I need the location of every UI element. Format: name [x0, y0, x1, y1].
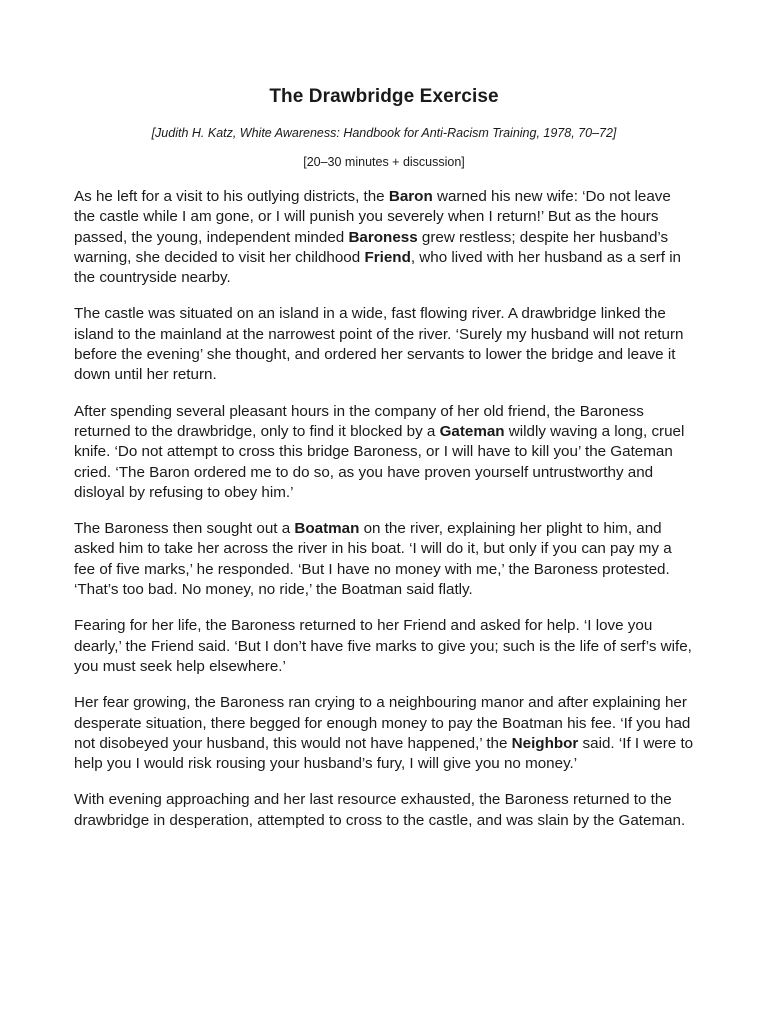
- paragraph-text: As he left for a visit to his outlying districts, the: [74, 188, 389, 205]
- character-name: Gateman: [439, 422, 505, 440]
- paragraph-text: After spending several pleasant hours in the company of her old friend, the Baroness returned to the drawbridge, only to find it blocked by a: [74, 402, 644, 440]
- paragraph-text: Fearing for her life, the Baroness returned to her Friend and asked for help. ‘I love you dearly,’ the Friend said. ‘But I don’t have five marks to give you; such is the life of serf’s wife, you must seek help elsewhere.’: [74, 617, 692, 675]
- story-paragraph: [74, 693, 694, 774]
- story-paragraph: [74, 616, 694, 677]
- paragraph-text: The castle was situated on an island in a wide, fast flowing river. A drawbridge linked the island to the mainland at the narrowest point of the river. ‘Surely my husband will not return before the evening’ she thought, and ordered her servants to lower the bridge and leave it down until her return.: [74, 305, 684, 384]
- character-name: Boatman: [294, 520, 360, 538]
- paragraph-text: grew restless; despite her husband’s warning, she decided to visit her childhood: [74, 228, 669, 266]
- character-name: Neighbor: [511, 734, 579, 752]
- paragraph-text: The Baroness then sought out a: [74, 520, 295, 538]
- story-body: [74, 187, 694, 831]
- paragraph-text: said. ‘If I were to help you I would risk rousing your husband’s fury, I will give you no money.’: [74, 734, 694, 773]
- story-paragraph: [74, 790, 694, 831]
- character-name: Baroness: [348, 228, 418, 246]
- story-paragraph: [74, 187, 694, 288]
- character-name: Baron: [388, 188, 433, 205]
- exercise-duration: [20–30 minutes + discussion]: [303, 155, 465, 169]
- story-paragraph: [74, 519, 694, 600]
- paragraph-text: With evening approaching and her last resource exhausted, the Baroness returned to the drawbridge in desperation, attempted to cross to the castle, and was slain by the Gateman.: [74, 791, 686, 829]
- story-paragraph: [74, 402, 694, 503]
- story-paragraph: [74, 304, 694, 385]
- paragraph-text: , who lived with her husband as a serf in the countryside nearby.: [74, 248, 682, 287]
- paragraph-text: wildly waving a long, cruel knife. ‘Do not attempt to cross this bridge Baroness, or I will have to kill you’ the Gateman cried. ‘The Baron ordered me to do so, as you have proven yourself untrustworthy and disloyal by refusing to obey him.’: [74, 422, 685, 501]
- paragraph-text: Her fear growing, the Baroness ran crying to a neighbouring manor and after explaining her desperate situation, there begged for enough money to pay the Boatman his fee. ‘If you had not disobeyed your husband, this would not have happened,’ the: [74, 694, 691, 752]
- document-title: The Drawbridge Exercise: [269, 86, 499, 107]
- paragraph-text: warned his new wife: ‘Do not leave the castle while I am gone, or I will punish you severely when I return!’ But as the hours passed, the young, independent minded: [74, 188, 671, 246]
- character-name: Friend: [364, 248, 411, 266]
- source-citation: [Judith H. Katz, White Awareness: Handbook for Anti-Racism Training, 1978, 70–72]: [151, 126, 617, 140]
- paragraph-text: on the river, explaining her plight to him, and asked him to take her across the river in his boat. ‘I will do it, but only if you can pay my a fee of five marks,’ he responded. ‘But I have no money with me,’ the Baroness protested. ‘That’s too bad. No money, no ride,’ the Boatman said flatly.: [74, 520, 672, 599]
